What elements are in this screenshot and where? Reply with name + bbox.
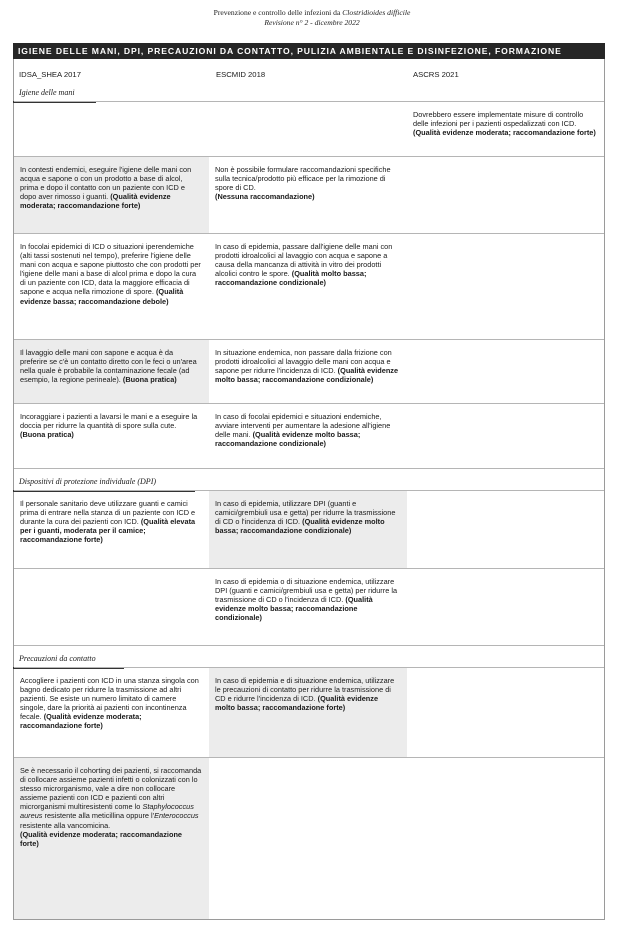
cell-r2-idsa [14,157,209,233]
column-header-escmid: ESCMID 2018 [216,70,266,79]
cell-grade: (Qualità evidenze molto bassa; raccomandazione condizionale) [215,430,361,449]
header-line-2: Revisione n° 2 - dicembre 2022 [264,18,360,27]
cell-text: Il personale sanitario deve utilizzare guanti e camici prima di entrare nella stanza di un paziente con ICD e durante la cura dei pazienti con ICD. [20,499,196,527]
cell-text: Dovrebbero essere implementate misure di controllo delle infezioni per i pazienti ospedalizzati con ICD. [413,110,584,129]
header-line-1 [0,8,624,18]
document-header [0,0,624,28]
cell-r9-idsa [14,758,209,919]
cell-grade: (Nessuna raccomandazione) [215,192,315,202]
cell-r4-idsa [14,340,209,403]
cell-text: In caso di focolai epidemici e situazioni endemiche, avviare interventi per aumentare la adesione all'igiene delle mani. [215,412,391,440]
cell-grade: (Qualità elevata per i guanti, moderata per il camice; raccomandazione forte) [20,517,196,545]
section-label-contact: Precauzioni da contatto [19,654,96,663]
cell-grade: (Qualità evidenze molto bassa; raccomandazione condizionale) [215,366,399,385]
cell-r3-escmid [209,234,407,339]
cell-grade: (Qualità evidenze moderata; raccomandazione forte) [20,712,142,731]
cell-r5-escmid [209,404,407,468]
section-label-hand-hygiene: Igiene delle mani [19,88,75,97]
cell-italic: Staphylococcus aureus [20,802,194,821]
cell-grade: (Qualità evidenze molto bassa; raccomandazione condizionale) [215,517,385,536]
header-italic: Clostridioides difficile [342,8,411,17]
cell-r3-idsa [14,234,209,339]
cell-grade: (Qualità evidenze moderata; raccomandazione forte) [20,192,171,211]
cell-r5-idsa [14,404,209,468]
cell-text: In contesti endemici, eseguire l'igiene delle mani con acqua e sapone o con un prodotto a base di alcol, prima e dopo il contatto con un paziente con ICD e dopo aver rimosso i guanti. [20,165,192,202]
cell-grade: (Qualità evidenze bassa; raccomandazione debole) [20,287,184,306]
cell-r8-idsa [14,668,209,757]
cell-text: In caso di epidemia o di situazione endemica, utilizzare DPI (guanti e camici/grembiuli usa e getta) per ridurre la trasmissione di CD o l'incidenza di ICD. [215,577,398,605]
section-label-ppe: Dispositivi di protezione individuale (DPI) [19,477,157,486]
cell-r8-escmid [209,668,407,757]
cell-r6-idsa [14,491,209,568]
cell-text: In situazione endemica, non passare dalla frizione con prodotti idroalcolici al lavaggio delle mani con acqua e sapone per ridurre l'incidenza di ICD. [215,348,392,376]
section-title-bar: IGIENE DELLE MANI, DPI, PRECAUZIONI DA CONTATTO, PULIZIA AMBIENTALE E DISINFEZIONE, FORMAZIONE [13,43,605,59]
cell-text: resistente alla meticillina oppure l' [42,811,155,821]
cell-grade: (Buona pratica) [20,430,74,440]
cell-grade: (Buona pratica) [122,375,177,385]
row-divider [14,468,604,469]
cell-text: In caso di epidemia e di situazione endemica, utilizzare le precauzioni di contatto per ridurre la trasmissione di CD e ridurre l'incidenza di ICD. [215,676,395,704]
column-header-ascrs: ASCRS 2021 [413,70,459,79]
cell-r2-escmid [209,157,407,233]
cell-r1-ascrs [407,102,604,157]
cell-r4-escmid [209,340,407,403]
column-header-idsa: IDSA_SHEA 2017 [19,70,81,79]
cell-text: Accogliere i pazienti con ICD in una stanza singola con bagno dedicato per ridurre la trasmissione ad altri pazienti. Se esiste un numero limitato di camere singole, dare la priorità ai pazienti con incontinenza fecale. [20,676,199,722]
cell-text: Incoraggiare i pazienti a lavarsi le mani e a eseguire la doccia per ridurre la quantità di spore sulla cute. [20,412,198,431]
cell-text: Non è possibile formulare raccomandazioni specifiche sulla tecnica/prodotto più efficace per la rimozione di spore di CD. [215,165,391,193]
cell-grade: (Qualità evidenze moderata; raccomandazione forte) [413,128,596,138]
row-divider [14,645,604,646]
cell-r6-escmid [209,491,407,568]
cell-r7-escmid [209,569,407,645]
cell-text: In caso di epidemia, utilizzare DPI (guanti e camici/grembiuli usa e getta) per ridurre la trasmissione di CD o l'incidenza di ICD. [215,499,396,527]
cell-text: Se è necessario il cohorting dei pazienti, si raccomanda di collocare assieme pazienti infetti o colonizzati con lo stesso microrganismo, vale a dire non collocare assieme pazienti con ICD e pazienti con altri microrganismi multiresistenti come lo [20,766,202,812]
cell-text: Il lavaggio delle mani con sapone e acqua è da preferire se c'è un contatto diretto con le feci o un'area nella quale è probabile la contaminazione fecale (ad esempio, la regione perineale). [20,348,197,385]
cell-grade: (Qualità evidenze molto bassa; raccomandazione condizionale) [215,595,373,623]
cell-italic: Enterococcus [154,811,199,821]
cell-grade: (Qualità molto bassa; raccomandazione condizionale) [215,269,367,288]
cell-text: In caso di epidemia, passare dall'igiene delle mani con prodotti idroalcolici al lavaggio con acqua e sapone a causa della mancanza di attività in vitro dei prodotti alcolici contro le spore. [215,242,393,279]
cell-grade: (Qualità evidenze molto bassa; raccomandazione forte) [215,694,379,713]
cell-grade: (Qualità evidenze moderata; raccomandazione forte) [20,829,183,848]
cell-text: resistente alla vancomicina. [20,820,111,830]
header-text: Prevenzione e controllo delle infezioni da [213,8,343,17]
cell-text: In focolai epidemici di ICD o situazioni iperendemiche (alti tassi sostenuti nel tempo), preferire l'igiene delle mani con acqua e sapone piuttosto che con prodotti per l'igiene delle mani a base di alcol prima e dopo la cura di un paziente con ICD, data la maggiore efficacia di sapone e acqua nella rimozione di spore. [20,242,201,297]
